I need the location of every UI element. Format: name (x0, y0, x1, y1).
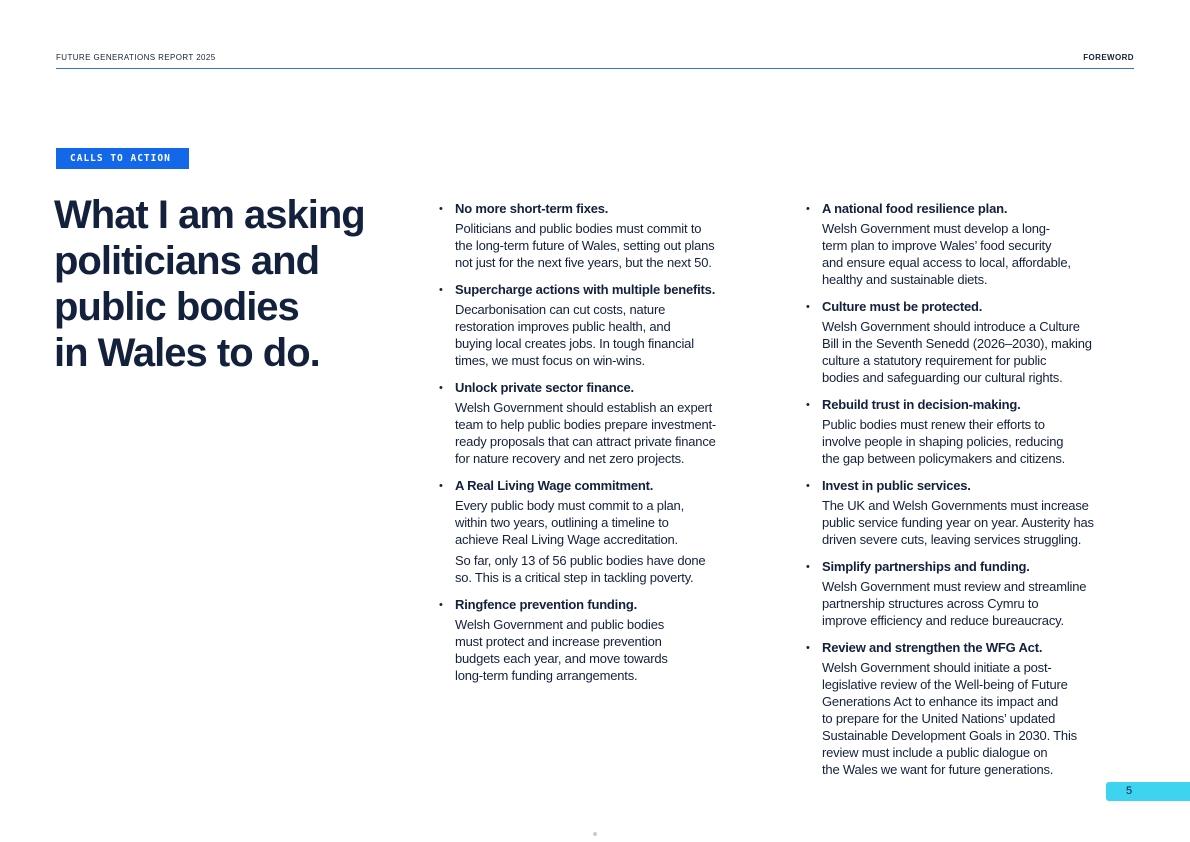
body-line: within two years, outlining a timeline to (455, 515, 669, 530)
action-heading: No more short-term fixes. (455, 201, 609, 216)
action-item (437, 477, 757, 586)
body-line: Bill in the Seventh Senedd (2026–2030), making (822, 336, 1092, 351)
body-line: must protect and increase prevention (455, 634, 662, 649)
action-body (822, 318, 1134, 386)
action-body (822, 220, 1134, 288)
body-line: and ensure equal access to local, affordable, (822, 255, 1071, 270)
body-line: buying local creates jobs. In tough financial (455, 336, 694, 351)
body-line: legislative review of the Well-being of Future (822, 677, 1068, 692)
body-line: to prepare for the United Nations’ updated (822, 711, 1056, 726)
header-divider (56, 68, 1134, 69)
action-heading: A national food resilience plan. (822, 201, 1008, 216)
body-line: Generations Act to enhance its impact and (822, 694, 1059, 709)
action-body (822, 578, 1134, 629)
body-line: The UK and Welsh Governments must increase (822, 498, 1089, 513)
body-line: Welsh Government must develop a long- (822, 221, 1050, 236)
action-body (822, 497, 1134, 548)
action-body (455, 220, 757, 271)
action-item (437, 281, 757, 369)
bullet-icon: • (439, 480, 443, 492)
body-line: long-term funding arrangements. (455, 668, 638, 683)
body-line: healthy and sustainable diets. (822, 272, 988, 287)
body-line: Public bodies must renew their efforts to (822, 417, 1045, 432)
section-label: FOREWORD (1083, 53, 1134, 62)
action-body (455, 497, 757, 548)
bullet-icon: • (439, 284, 443, 296)
body-line: team to help public bodies prepare investment- (455, 417, 717, 432)
body-line: budgets each year, and move towards (455, 651, 668, 666)
bullet-icon: • (439, 382, 443, 394)
bullet-icon: • (439, 203, 443, 215)
right-action-list (804, 200, 1134, 788)
action-item (804, 558, 1134, 629)
page-title (54, 192, 394, 376)
bullet-icon: • (806, 561, 810, 573)
body-line: Welsh Government and public bodies (455, 617, 665, 632)
action-item (437, 596, 757, 684)
bullet-icon: • (806, 642, 810, 654)
action-heading: A Real Living Wage commitment. (455, 478, 654, 493)
bullet-icon: • (806, 203, 810, 215)
body-line: Politicians and public bodies must commit to (455, 221, 702, 236)
action-body (455, 399, 757, 467)
action-body (455, 616, 757, 684)
body-line: Welsh Government must review and streamline (822, 579, 1087, 594)
body-line: not just for the next five years, but the next 50. (455, 255, 712, 270)
action-heading: Simplify partnerships and funding. (822, 559, 1030, 574)
decorative-dot (593, 832, 597, 836)
body-line: Welsh Government should initiate a post- (822, 660, 1052, 675)
action-item (804, 396, 1134, 467)
body-line: review must include a public dialogue on (822, 745, 1048, 760)
body-line: driven severe cuts, leaving services struggling. (822, 532, 1082, 547)
body-line: restoration improves public health, and (455, 319, 671, 334)
action-heading: Unlock private sector finance. (455, 380, 634, 395)
action-heading: Ringfence prevention funding. (455, 597, 637, 612)
calls-to-action-badge: CALLS TO ACTION (56, 148, 189, 169)
action-heading: Rebuild trust in decision-making. (822, 397, 1021, 412)
action-item (437, 379, 757, 467)
body-line: involve people in shaping policies, reducing (822, 434, 1064, 449)
body-line: So far, only 13 of 56 public bodies have done (455, 553, 706, 568)
title-line: in Wales to do. (54, 331, 320, 375)
body-line: Welsh Government should introduce a Culture (822, 319, 1080, 334)
body-line: public service funding year on year. Austerity has (822, 515, 1094, 530)
body-line: so. This is a critical step in tackling poverty. (455, 570, 694, 585)
bullet-icon: • (806, 301, 810, 313)
action-body (822, 659, 1134, 778)
title-line: politicians and (54, 239, 320, 283)
body-line: times, we must focus on win-wins. (455, 353, 645, 368)
action-body (455, 301, 757, 369)
page-number: 5 (1106, 782, 1190, 801)
bullet-icon: • (806, 399, 810, 411)
action-item (804, 200, 1134, 288)
body-line: achieve Real Living Wage accreditation. (455, 532, 678, 547)
action-body (455, 552, 757, 586)
title-line: public bodies (54, 285, 299, 329)
body-line: the gap between policymakers and citizens. (822, 451, 1066, 466)
action-item (804, 639, 1134, 778)
body-line: ready proposals that can attract private finance (455, 434, 716, 449)
title-line: What I am asking (54, 193, 365, 237)
report-title: FUTURE GENERATIONS REPORT 2025 (56, 53, 216, 62)
body-line: bodies and safeguarding our cultural rights. (822, 370, 1063, 385)
action-heading: Invest in public services. (822, 478, 971, 493)
action-heading: Review and strengthen the WFG Act. (822, 640, 1043, 655)
action-heading: Culture must be protected. (822, 299, 983, 314)
action-item (804, 298, 1134, 386)
body-line: Every public body must commit to a plan, (455, 498, 684, 513)
body-line: improve efficiency and reduce bureaucracy. (822, 613, 1064, 628)
body-line: culture a statutory requirement for public (822, 353, 1047, 368)
bullet-icon: • (806, 480, 810, 492)
body-line: for nature recovery and net zero projects. (455, 451, 685, 466)
bullet-icon: • (439, 599, 443, 611)
body-line: Decarbonisation can cut costs, nature (455, 302, 666, 317)
body-line: the Wales we want for future generations. (822, 762, 1054, 777)
action-body (822, 416, 1134, 467)
body-line: partnership structures across Cymru to (822, 596, 1039, 611)
action-item (804, 477, 1134, 548)
left-action-list (437, 200, 757, 694)
action-item (437, 200, 757, 271)
body-line: Sustainable Development Goals in 2030. This (822, 728, 1077, 743)
action-heading: Supercharge actions with multiple benefits. (455, 282, 716, 297)
body-line: the long-term future of Wales, setting out plans (455, 238, 715, 253)
body-line: term plan to improve Wales’ food security (822, 238, 1052, 253)
body-line: Welsh Government should establish an expert (455, 400, 713, 415)
